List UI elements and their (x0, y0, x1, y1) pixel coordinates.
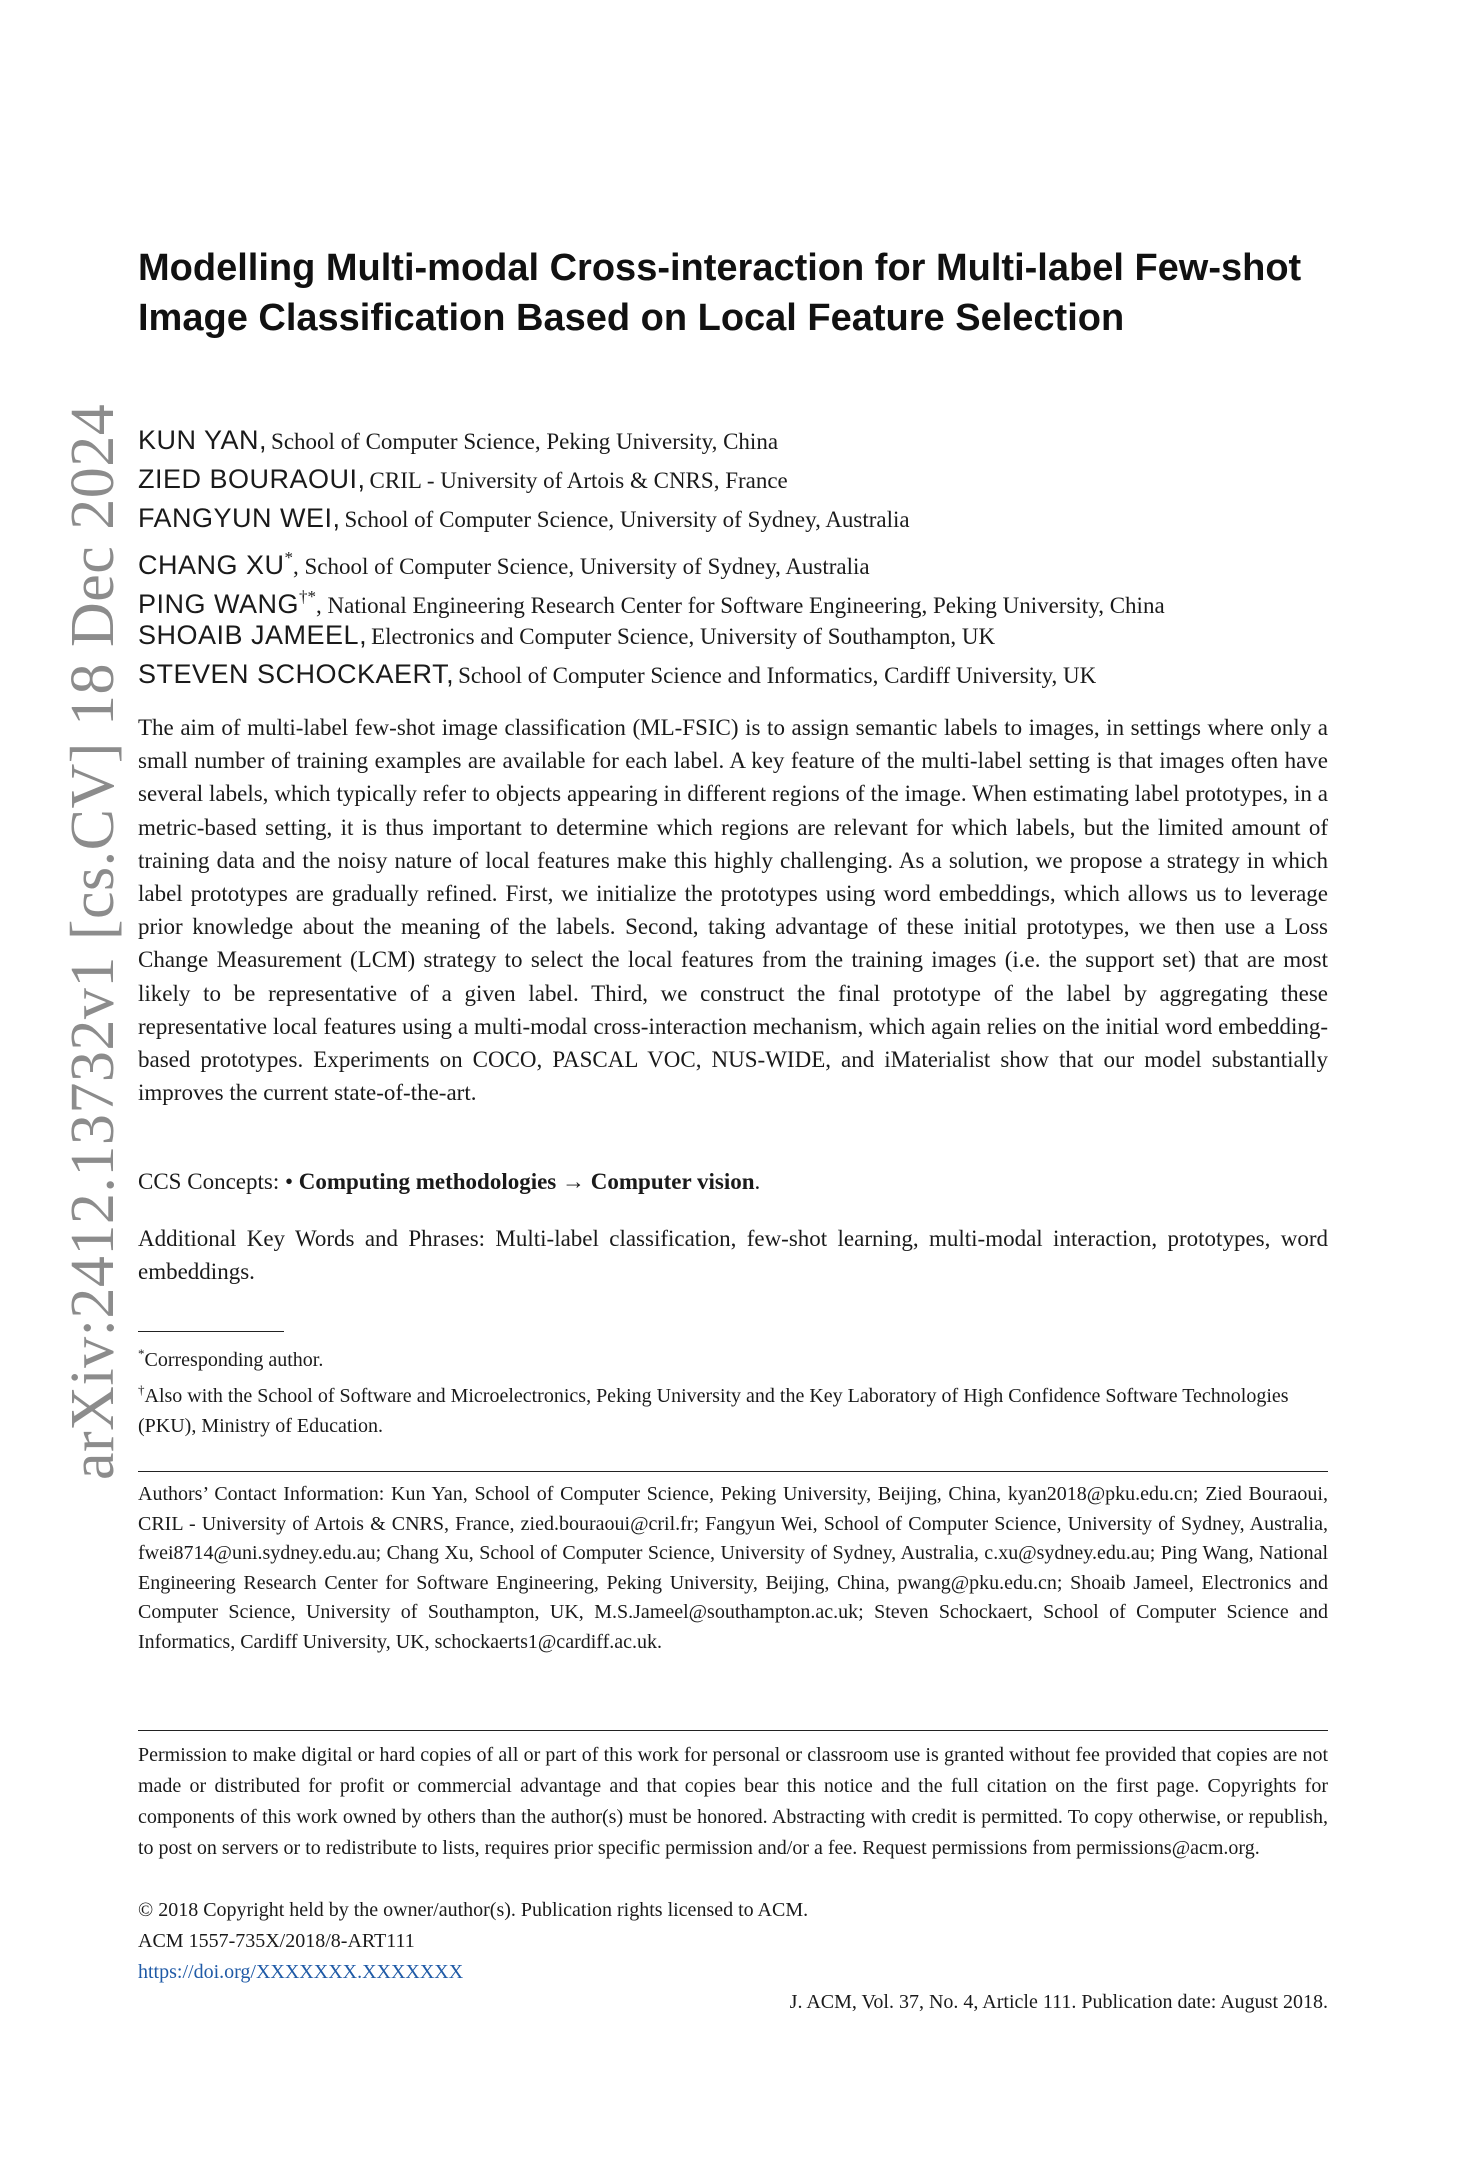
author-name: FANGYUN WEI, (138, 503, 341, 533)
author-affiliation: School of Computer Science and Informatics, Cardiff University, UK (458, 663, 1097, 688)
author-mark: †* (299, 587, 317, 606)
copyright-line: © 2018 Copyright held by the owner/author(s). Publication rights licensed to ACM. (138, 1899, 809, 1921)
journal-footer: J. ACM, Vol. 37, No. 4, Article 111. Publication date: August 2018. (789, 1991, 1328, 2013)
author-line (138, 499, 1358, 538)
author-line (138, 421, 1358, 460)
footnote-text: Also with the School of Software and Microelectronics, Peking University and the Key Laboratory of High Confidence Software Technologies (PKU), Ministry of Education. (138, 1385, 1289, 1437)
author-line (138, 577, 1358, 619)
permission-divider (138, 1730, 1328, 1731)
author-list (138, 421, 1358, 694)
footnote-corresponding (138, 1339, 1328, 1375)
footnote-text: Corresponding author. (144, 1349, 324, 1371)
author-name: PING WANG (138, 589, 300, 619)
footnote-mark: * (138, 1346, 145, 1361)
author-mark: * (284, 548, 294, 567)
footnote-affiliation (138, 1375, 1328, 1441)
author-name: KUN YAN, (138, 425, 268, 455)
author-name: SHOAIB JAMEEL, (138, 620, 368, 650)
author-name: CHANG XU (138, 550, 285, 580)
author-affiliation: , National Engineering Research Center for Software Engineering, Peking University, China (316, 593, 1165, 618)
footnote-divider (138, 1331, 284, 1332)
contact-divider (138, 1471, 1328, 1472)
paper-title: Modelling Multi-modal Cross-interaction for Multi-label Few-shot Image Classification Based on Local Feature Selection (138, 247, 1302, 339)
author-affiliation: , School of Computer Science, University of Sydney, Australia (293, 554, 870, 579)
author-name: STEVEN SCHOCKAERT, (138, 659, 455, 689)
acm-identifier: ACM 1557-735X/2018/8-ART111 (138, 1930, 415, 1952)
author-line (138, 460, 1358, 499)
permission-notice: Permission to make digital or hard copies of all or part of this work for personal or classroom use is granted without fee provided that copies are not made or distributed for profit or commercial advantage and that copies bear this notice and the full citation on the first page. Copyrights for components of this work owned by others than the author(s) must be honored. Abstracting with credit is permitted. To copy otherwise, or republish, to post on servers or to redistribute to lists, requires prior specific permission and/or a fee. Request permissions from permissions@acm.org. (138, 1744, 1328, 1859)
doi-link[interactable]: https://doi.org/XXXXXXX.XXXXXXX (138, 1961, 464, 1983)
copyright-block (138, 1895, 1328, 1988)
ccs-suffix: . (754, 1169, 761, 1194)
ccs-prefix: CCS Concepts: • (138, 1169, 299, 1194)
keywords: Additional Key Words and Phrases: Multi-label classification, few-shot learning, multi-modal interaction, prototypes, word embeddings. (138, 1226, 1328, 1284)
author-affiliation: School of Computer Science, University of Sydney, Australia (344, 507, 910, 532)
ccs-concept: Computing methodologies → Computer vision (298, 1169, 755, 1194)
abstract: The aim of multi-label few-shot image classification (ML-FSIC) is to assign semantic labels to images, in settings where only a small number of training examples are available for each label. A key feature of the multi-label setting is that images often have several labels, which typically refer to objects appearing in different regions of the image. When estimating label prototypes, in a metric-based setting, it is thus important to determine which regions are relevant for which labels, but the limited amount of training data and the noisy nature of local features make this highly challenging. As a solution, we propose a strategy in which label prototypes are gradually refined. First, we initialize the prototypes using word embeddings, which allows us to leverage prior knowledge about the meaning of the labels. Second, taking advantage of these initial prototypes, we then use a Loss Change Measurement (LCM) strategy to select the local features from the training images (i.e. the support set) that are most likely to be representative of a given label. Third, we construct the final prototype of the label by aggregating these representative local features using a multi-modal cross-interaction mechanism, which again relies on the initial word embedding-based prototypes. Experiments on COCO, PASCAL VOC, NUS-WIDE, and iMaterialist show that our model substantially improves the current state-of-the-art. (138, 715, 1328, 1106)
footnote-mark: † (138, 1382, 145, 1397)
author-contact-information: Authors’ Contact Information: Kun Yan, School of Computer Science, Peking University, Beijing, China, kyan2018@pku.edu.cn; Zied Bouraoui, CRIL - University of Artois & CNRS, France, zied.bouraoui@cril.fr; Fangyun Wei, School of Computer Science, University of Sydney, Australia, fwei8714@uni.sydney.edu.au; Chang Xu, School of Computer Science, University of Sydney, Australia, c.xu@sydney.edu.au; Ping Wang, National Engineering Research Center for Software Engineering, Peking University, Beijing, China, pwang@pku.edu.cn; Shoaib Jameel, Electronics and Computer Science, University of Southampton, UK, M.S.Jameel@southampton.ac.uk; Steven Schockaert, School of Computer Science and Informatics, Cardiff University, UK, schockaerts1@cardiff.ac.uk. (138, 1483, 1328, 1653)
author-affiliation: School of Computer Science, Peking University, China (271, 429, 779, 454)
arxiv-identifier-stamp: arXiv:2412.13732v1 [cs.CV] 18 Dec 2024 (59, 403, 127, 1480)
author-affiliation: CRIL - University of Artois & CNRS, France (369, 468, 788, 493)
author-line (138, 538, 1358, 580)
author-name: ZIED BOURAOUI, (138, 464, 366, 494)
footnotes (138, 1339, 1328, 1441)
author-affiliation: Electronics and Computer Science, University of Southampton, UK (371, 624, 996, 649)
ccs-concepts (138, 1165, 1328, 1198)
author-line (138, 616, 1358, 655)
author-line (138, 655, 1358, 694)
